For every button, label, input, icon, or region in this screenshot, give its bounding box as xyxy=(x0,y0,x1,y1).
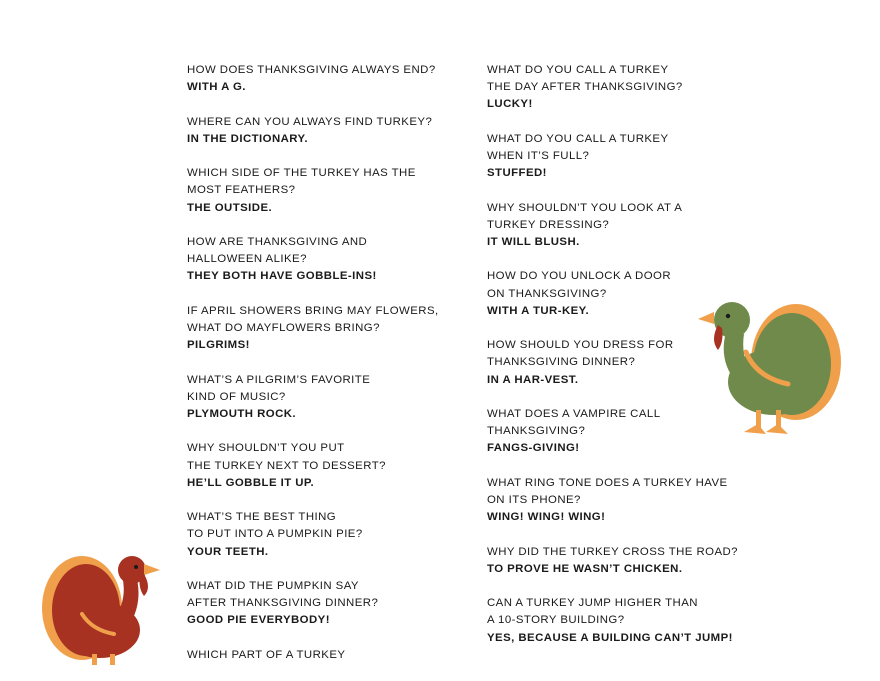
joke-item xyxy=(187,62,467,96)
joke-answer: THE OUTSIDE. xyxy=(187,201,273,214)
joke-answer: PLYMOUTH ROCK. xyxy=(187,407,297,420)
joke-item xyxy=(487,62,762,114)
joke-answer: PILGRIMS! xyxy=(187,339,250,352)
joke-item xyxy=(187,114,467,148)
joke-answer: IT WILL BLUSH. xyxy=(487,236,580,248)
joke-item xyxy=(487,475,762,527)
joke-answer: IN THE DICTIONARY. xyxy=(187,132,308,145)
joke-answer: THEY BOTH HAVE GOBBLE-INS! xyxy=(187,270,377,283)
joke-question: IF APRIL SHOWERS BRING MAY FLOWERS, WHAT DO MAYFLOWERS BRING? xyxy=(187,304,439,334)
green-turkey-icon xyxy=(696,292,841,442)
joke-question: WHAT DO YOU CALL A TURKEY THE DAY AFTER THANKSGIVING? xyxy=(487,64,683,94)
joke-question: WHERE CAN YOU ALWAYS FIND TURKEY? xyxy=(187,115,433,128)
joke-question: WHY SHOULDN’T YOU PUT THE TURKEY NEXT TO DESSERT? xyxy=(187,442,386,472)
joke-item xyxy=(187,372,467,424)
joke-item xyxy=(187,234,467,286)
joke-answer: TO PROVE HE WASN’T CHICKEN. xyxy=(487,562,683,575)
joke-answer: STUFFED! xyxy=(487,167,547,180)
joke-item xyxy=(487,595,762,647)
joke-question: WHAT’S A PILGRIM’S FAVORITE KIND OF MUSIC? xyxy=(187,373,371,403)
joke-item xyxy=(187,440,467,492)
joke-question: WHAT DID THE PUMPKIN SAY AFTER THANKSGIVING DINNER? xyxy=(187,579,379,610)
joke-question: WHICH SIDE OF THE TURKEY HAS THE MOST FEATHERS? xyxy=(187,167,416,197)
joke-item xyxy=(187,578,467,630)
joke-answer: WITH A G. xyxy=(187,81,246,94)
joke-item xyxy=(187,647,467,664)
joke-item xyxy=(187,165,467,217)
joke-answer: LUCKY! xyxy=(487,98,533,111)
joke-question: WHAT DO YOU CALL A TURKEY WHEN IT’S FULL? xyxy=(487,132,669,162)
joke-question: WHAT’S THE BEST THING TO PUT INTO A PUMPKIN PIE? xyxy=(187,511,363,541)
turkey-beak xyxy=(698,312,714,324)
joke-question: HOW ARE THANKSGIVING AND HALLOWEEN ALIKE? xyxy=(187,235,368,266)
joke-answer: GOOD PIE EVERYBODY! xyxy=(187,614,330,627)
joke-item xyxy=(487,544,762,578)
joke-item xyxy=(487,200,762,252)
joke-question: WHY SHOULDN’T YOU LOOK AT A TURKEY DRESSING? xyxy=(487,201,683,231)
joke-question: HOW SHOULD YOU DRESS FOR THANKSGIVING DINNER? xyxy=(487,339,674,369)
joke-question: WHAT DOES A VAMPIRE CALL THANKSGIVING? xyxy=(487,407,661,438)
joke-answer: WITH A TUR-KEY. xyxy=(487,304,590,317)
jokes-left-column xyxy=(187,62,467,681)
turkey-eye xyxy=(134,565,138,569)
red-turkey-icon xyxy=(40,550,165,665)
joke-answer: YES, BECAUSE A BUILDING CAN’T JUMP! xyxy=(487,631,733,644)
joke-answer: YOUR TEETH. xyxy=(187,545,269,558)
joke-item xyxy=(187,509,467,561)
joke-answer: WING! WING! WING! xyxy=(487,511,606,524)
joke-answer: FANGS-GIVING! xyxy=(487,442,580,455)
joke-question: WHY DID THE TURKEY CROSS THE ROAD? xyxy=(487,545,738,558)
turkey-wattle xyxy=(140,574,149,596)
joke-item xyxy=(487,131,762,183)
joke-item xyxy=(187,303,467,355)
turkey-wattle xyxy=(714,325,723,350)
joke-question: WHAT RING TONE DOES A TURKEY HAVE ON ITS PHONE? xyxy=(487,476,728,506)
joke-question: HOW DO YOU UNLOCK A DOOR ON THANKSGIVING? xyxy=(487,270,672,300)
turkey-eye xyxy=(726,314,730,318)
joke-question: HOW DOES THANKSGIVING ALWAYS END? xyxy=(187,64,436,76)
joke-question: CAN A TURKEY JUMP HIGHER THAN A 10-STORY BUILDING? xyxy=(487,597,698,627)
joke-answer: IN A HAR-VEST. xyxy=(487,373,579,386)
joke-answer: HE’LL GOBBLE IT UP. xyxy=(187,476,315,489)
joke-question: WHICH PART OF A TURKEY xyxy=(187,648,346,661)
turkey-beak xyxy=(144,564,160,575)
